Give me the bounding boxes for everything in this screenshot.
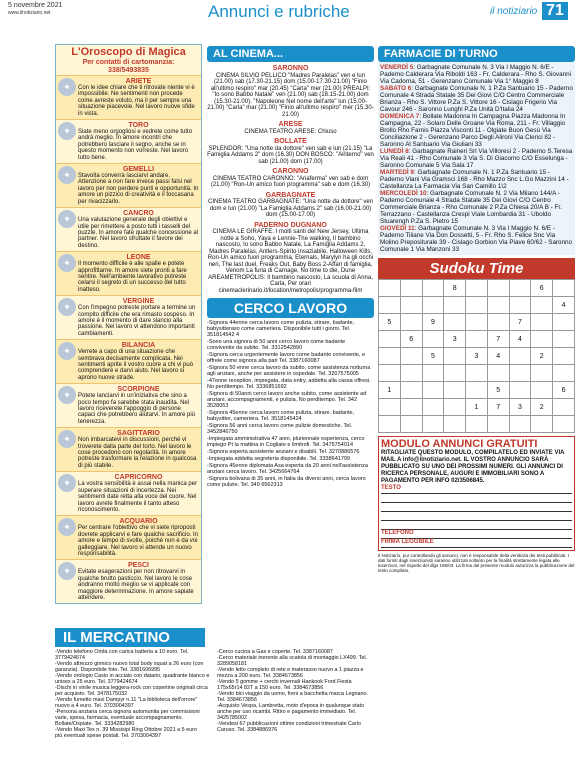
work-item: -Impiegata addetta segreteria disponibile. Tel. 3338641799 — [207, 456, 350, 462]
sign-text: Potete lanciarvi in un'iniziativa che sino a poco tempo fa sarebbe stata inaudita. Nel lavoro riceverete l'appoggio di persone capaci che potrebbero aiutarvi. In amore più tenerezza. — [78, 393, 196, 425]
sudoku-cell[interactable] — [444, 399, 466, 416]
sign-text: Non imbarcatevi in discussioni, perché vi troverete dalla parte del torto. Nel lavoro le cose procedono con regolarità. In amore potreste trasformare la relazione in qualcosa di più stabile. — [78, 437, 197, 469]
cinema-town: PADERNO DUGNANO — [254, 221, 327, 229]
sudoku-cell[interactable] — [553, 314, 575, 331]
market-item: -Vendo attrezzo ginnico nuovo total body squat a 26 euro (con garanzia). Disponibile foto. Tel. 3381606995 — [55, 661, 204, 673]
pharmacy-day-label: LUNEDÌ 8 — [380, 148, 409, 155]
market-item: -Vendo orologio Casio in acciaio con datario, quadrante bianco e unisex a 25 euro. Tel. 3779424674 — [55, 673, 210, 685]
sudoku-cell[interactable] — [509, 416, 531, 433]
sudoku-grid — [378, 279, 575, 433]
market-list — [55, 649, 375, 739]
pharmacy-day-text: Garbagnate Comunale N. 1 P.Za Santuario 15 - Paderno Viani Via Gramsci 168 - Rho Mazzo Snc L.Go Mazzini 14 - Castellanza La Farmacia Via San Camillo 1\2 — [380, 169, 569, 190]
sign-entry — [56, 75, 201, 119]
sudoku-cell[interactable]: 6 — [400, 331, 422, 348]
cinema-text: CINEMA TEATRO ARESE: Chiuso — [244, 128, 337, 135]
sudoku-cell[interactable] — [466, 280, 488, 297]
sudoku-cell[interactable] — [509, 348, 531, 365]
cinema-text: SPLENDOR: "Una notte da dottore" ven sab e lun (21.15) "La Famiglia Addams 2" dom (16.30) DON BOSCO: "Ainterno" ven sab (21.00) dom (17.00) — [207, 145, 374, 165]
pharmacy-day-label: VENERDÌ 5 — [380, 64, 414, 71]
sudoku-cell[interactable] — [487, 416, 509, 433]
page-number: 71 — [542, 2, 568, 20]
pharmacy-day-text: Bollate Madonna In Campagna Piazza Madonna In Campagna, 22 - Solaro Delle Groane Via Roma, 211 - Fr. Villaggio Brollo Rho Farnis Piazza Visconti 11 - Olgiate Buon Gesù Via Conciliazione 2 - Gerenzano Parco Degli Alironi Via Clerici 82 - Saronno Al Santuario Via Giuliani 33 — [380, 113, 566, 148]
cinema-town: GARBAGNATE — [265, 191, 316, 199]
ad-form — [378, 436, 575, 551]
work-item: -Signora 44enne cerca lavoro come pulizia, stirare, badante, babysitteraso come cameriera. Disponibile tutti i giorni. Tel. 351814542 4 — [207, 320, 355, 338]
sudoku-cell[interactable] — [444, 297, 466, 314]
sudoku-cell[interactable] — [422, 280, 444, 297]
pharmacy-day-label: SABATO 6 — [380, 85, 412, 92]
cinema-town: CARONNO — [272, 168, 309, 175]
market-item: -Vendo fumetto maxi Dampyr n.11 "La biblioteca dell'orrore" nuovo a 4 euro. Tel. 3703004397 — [55, 697, 198, 709]
work-item: -Signora cerca urgentemente lavoro come badante convivente, e offrele come signora alla pari Tel. 3387160087 — [207, 352, 366, 364]
sign-text: La vostra sensibilità è assai nella manica per superare situazioni di incertezza. Nei sentimenti date retta alla voce del cuore. Nel lavoro avrete finalmente il tanto atteso riconoscimento. — [78, 481, 198, 513]
issue-date: 5 novembre 2021 — [8, 2, 63, 9]
sign-name: VERGINE — [122, 298, 155, 306]
zodiac-icon: ✦ — [58, 122, 76, 140]
zodiac-icon: ✦ — [58, 518, 76, 536]
sudoku-cell[interactable] — [553, 280, 575, 297]
pharmacy-day: MERCOLEDÌ 10: Garbagnate Comunale N. 2 Via Milano 144/A - Paderno Comunale 4 Strada Statale 35 Dei Giovi C/O Centro Commerciale Brianza - Rho Comunale 2 P.Za Chiesa 20/A B - Fr. Terrazzano - Castellanza Crespi Viale Lombardia 31 - Uboldo Stuarengh P.Za S. Pietro 15 — [380, 190, 562, 225]
form-line[interactable] — [381, 512, 572, 521]
sudoku-cell[interactable] — [400, 314, 422, 331]
sudoku-cell[interactable] — [553, 365, 575, 382]
sudoku-cell[interactable] — [531, 314, 553, 331]
cinema-entry — [207, 66, 374, 118]
market-item: -Dischi in vinile musica leggera-rock con copertine originali circa per acquisto. Tel. 3478175032 — [55, 685, 208, 697]
sign-entry — [56, 163, 201, 207]
sudoku-cell[interactable] — [400, 399, 422, 416]
section-title: Annunci e rubriche — [208, 2, 350, 21]
pharmacy-day: SABATO 6: Garbagnate Comunale N. 1 P.Za Santuario 15 - Paderno Comunale 4 Strada Statale 35 Dei Giovi C/O Centro Commerciale Brianza - Rho S. Vittore P.Za S. Vittore 16 - Cislago Frigerio Via Cavour 246 - Saronno Lunghi P.Za Unità D'Italia 24 — [380, 85, 573, 113]
sign-entry — [56, 295, 201, 339]
sudoku-cell[interactable] — [400, 297, 422, 314]
sign-name: SAGITTARIO — [117, 430, 160, 438]
horoscope-column — [55, 44, 202, 604]
form-instructions: RITAGLIATE QUESTO MODULO, COMPILATELO ED INVIATE VIA MAIL A info@ilnotiziario.net. IL VOSTRO ANNUNCIO SARÀ PUBBLICATO SU UNO DEI PROSSIMI NUMERI. GLI ANNUNCI DI RICERCA PERSONALE, AUGURI E IMMOBILIARI SONO A PAGAMENTO PER INFO 02/3506845. — [381, 450, 565, 484]
cinema-column — [207, 46, 374, 489]
sign-text: Evitate esagerazioni per non ritrovarvi in qualche brutto pasticcio. Nel lavoro le cose andranno molto meglio se vi applicate con maggiore determinazione. In amore sapiate attendere. — [78, 569, 194, 601]
sign-entry — [56, 383, 201, 427]
market-item: -Vendo letto completo di rete e materasso nuovo a 1 piazza e mezza a 200 euro. Tel. 3384673856 — [217, 667, 364, 679]
sudoku-cell[interactable]: 3 — [444, 331, 466, 348]
page-header — [0, 0, 580, 44]
sudoku-cell[interactable] — [553, 348, 575, 365]
market-item: -Vendo telefono Orida con carica batteria a 10 euro. Tel. 3779424674 — [55, 649, 189, 661]
zodiac-icon: ✦ — [58, 562, 76, 580]
sudoku-cell[interactable]: 4 — [487, 348, 509, 365]
sudoku-cell[interactable] — [531, 382, 553, 399]
pharmacy-day-text: Garbagnate Comunale N. 1 P.Za Santuario 15 - Paderno Comunale 4 Strada Statale 35 Dei Giovi C/O Centro Commerciale Brianza - Rho S. Vittore P.Za S. Vittore 16 - Cislago Frigerio Via Cavour 246 - Saronno Lunghi P.Za Unità D'Italia 24 — [380, 85, 573, 113]
market-item: -Vendo bici viaggio da uomo, freni a bacchetta marca Legnano. Tel. 3384673856 — [217, 691, 369, 703]
sign-name: BILANCIA — [121, 342, 156, 350]
sudoku-title: Sudoku Time — [378, 258, 575, 279]
sudoku-cell[interactable] — [553, 416, 575, 433]
zodiac-icon: ✦ — [58, 166, 76, 184]
sudoku-cell[interactable] — [444, 348, 466, 365]
sudoku-cell[interactable] — [509, 280, 531, 297]
sudoku-cell[interactable] — [422, 297, 444, 314]
sudoku-cell[interactable] — [379, 365, 401, 382]
pharmacy-list — [378, 62, 575, 255]
sign-entry — [56, 515, 201, 559]
sign-entry — [56, 339, 201, 383]
sudoku-cell[interactable] — [422, 365, 444, 382]
sudoku-cell[interactable]: 1 — [379, 382, 401, 399]
work-list — [207, 320, 374, 488]
cinema-town: ARESE — [278, 121, 303, 128]
form-title: MODULO ANNUNCI GRATUITI — [381, 438, 538, 450]
sudoku-cell[interactable]: 8 — [444, 280, 466, 297]
sudoku-cell[interactable] — [553, 399, 575, 416]
sudoku-cell[interactable]: 5 — [487, 382, 509, 399]
sudoku-cell[interactable] — [531, 416, 553, 433]
sudoku-cell[interactable] — [466, 314, 488, 331]
pharmacy-header: FARMACIE DI TURNO — [378, 46, 575, 62]
market-item: -Vendo 5 gomme + cerchi invernali Hankook Ford Fiesta 175x65r14 82T a 150 euro. Tel. 3384673856 — [217, 679, 352, 691]
market-item: -Cerco materiale inerente alla scatola di montaggio LX499. Tel. 3289058181 — [217, 655, 368, 667]
market-item: -Acquisto Vespa, Lambretta, moto d'epoca in qualunque stato anche per uso ricambi. Ritiro e pagamento immediato. Tel. 3425785002 — [217, 703, 364, 721]
sign-text: Verrete a capo di una situazione che sembrava decisamente complicata. Nei sentimenti aprite il vostro cuore a chi vi può comprendere e darvi aiuto. Nel lavoro si aprono nuove strade. — [78, 349, 194, 381]
sign-name: ACQUARIO — [119, 518, 158, 526]
sudoku-cell[interactable] — [466, 297, 488, 314]
sign-text: Con l'impegno potreste portare a termine un compito difficile che era rimasto sospeso. In amore è il momento di dare slancio alla passione. Nel lavoro vi attendono importanti cambiamenti. — [78, 305, 196, 337]
sign-name: GEMELLI — [122, 166, 155, 174]
work-item: -Signora 50 enne cerca lavoro da subito, come assistenza notturna agli anziani, anche per assistere in ospedale. Tel. 3207575005 — [207, 365, 371, 377]
sudoku-cell[interactable]: 5 — [422, 348, 444, 365]
sudoku-cell[interactable] — [444, 382, 466, 399]
work-item: -47enne reception, impiegata, data entry, addetta alla cassa offresi. No perditempo. Tel. 3336851692 — [207, 378, 371, 390]
form-text-label: TESTO — [381, 485, 572, 494]
cinema-entry — [207, 223, 374, 295]
sign-name: PESCI — [127, 562, 149, 570]
sudoku-cell[interactable] — [466, 365, 488, 382]
cinema-text: CINEMA SILVIO PELLICO "Madres Paralelas" ven e lun (21.00) sab (17.30-21.15) dom (15.00-17.30-21.00) "Finio all'ultimo respiro" mar (20.45) "Carla" mer (21.00) PREALPI: "Io sono Babbo Natale" ven (21.00) sab (18.15-21.00) dom (15.30-21.00). "Napoleone Nel nome dell'arte" lun (15.00-21.00) "Carla" mar (21.00) "Finio all'ultimo respiro" mer (15.30-21.00) — [207, 72, 374, 118]
sudoku-cell[interactable] — [466, 416, 488, 433]
zodiac-icon: ✦ — [58, 254, 76, 272]
pharmacy-day-text: Garbagnate Comunale N. 3 Via I Maggio N. 6/E - Paderno Calderara Via Riboldi 163 - Fr. Calderara - Rho S. Giovanni Via Cadorna, 51 - Gerenzano Comunale Via 1° Maggio 8 — [380, 64, 571, 85]
sign-name: SCORPIONE — [117, 386, 160, 394]
sudoku-cell[interactable]: 2 — [531, 399, 553, 416]
sudoku-cell[interactable] — [466, 331, 488, 348]
sudoku-cell[interactable] — [553, 331, 575, 348]
sudoku-cell[interactable] — [422, 399, 444, 416]
sign-name: TORO — [128, 122, 149, 130]
sign-entry — [56, 427, 201, 471]
horoscope-box — [55, 44, 202, 604]
cinema-entry — [207, 193, 374, 219]
sudoku-cell[interactable]: 6 — [531, 280, 553, 297]
market-item: -Vendesi 67 pubblicazioni ottime condizioni trimestrale Carlo Caruso. Tel. 3384886976 — [217, 721, 361, 733]
sudoku-cell[interactable] — [379, 348, 401, 365]
sudoku-cell[interactable] — [422, 416, 444, 433]
sudoku-cell[interactable]: 3 — [509, 399, 531, 416]
cinema-entry — [207, 139, 374, 165]
zodiac-icon: ✦ — [58, 298, 76, 316]
work-item: -Signora 45enne cerca lavoro come pulizia, stirare, badante, babysitter, cameriera. Tel. 3518145424 — [207, 410, 355, 422]
sudoku-cell[interactable] — [509, 382, 531, 399]
sign-text: Il momento difficile è alle spalle e potete approfittarne. In amore siete pronti a fare sentire. Nell'ambiente lavorativo potreste celarsi il segreto di un successo del tutto inatteso. — [78, 261, 187, 293]
sudoku-cell[interactable] — [531, 331, 553, 348]
sign-name: LEONE — [126, 254, 151, 262]
sign-text: Siate meno orgogliosi e vedrete come tutto andrà meglio. In amore incontri che potrebbero lasciare il segno, anche se in questo momento non vorreste. Nel lavoro tutto bene. — [78, 129, 193, 161]
pharmacy-day-text: Garbagnate Comunale N. 3 Via I Maggio N. 6/E - Paderno Tiliane Via Don Dossetti, 5 - Fr. Rho S. Felice Snc Via Molino Prepositurale 39 - Cislago Gorbion Via Piave 60/62 - Saronno Comunale 1 Via Manzoni 33 — [380, 225, 573, 253]
work-item: -Sono una signora di 50 anni cerco lavoro come badante conviventie da subito. Tel. 3312542890 — [207, 339, 346, 351]
zodiac-icon: ✦ — [58, 386, 76, 404]
signs-list — [56, 75, 201, 603]
cinema-entry — [207, 169, 374, 189]
cinema-entry — [207, 122, 374, 135]
pharmacy-day: MARTEDÌ 9: Garbagnate Comunale N. 1 P.Za Santuario 15 - Paderno Viani Via Gramsci 168 - Rho Mazzo Snc L.Go Mazzini 14 - Castellanza La Farmacia Via San Camillo 1\2 — [380, 169, 569, 190]
sudoku-cell[interactable] — [444, 314, 466, 331]
work-item: -Signora 56 anni cerca lavoro come pulizie domestiche. Tel. 3452846750 — [207, 423, 353, 435]
sudoku-cell[interactable] — [400, 365, 422, 382]
work-item: -Signora esperta assistente anziani e disabili. Tel. 3270886576 — [207, 449, 360, 455]
pharmacy-day: DOMENICA 7: Bollate Madonna In Campagna Piazza Madonna In Campagna, 22 - Solaro Delle Groane Via Roma, 211 - Fr. Villaggio Brollo Rho Farnis Piazza Visconti 11 - Olgiate Buon Gesù Via Conciliazione 2 - Gerenzano Parco Degli Alironi Via Clerici 82 - Saronno Al Santuario Via Giuliani 33 — [380, 113, 566, 148]
sudoku-cell[interactable]: 9 — [422, 314, 444, 331]
sudoku-cell[interactable] — [379, 297, 401, 314]
sudoku-cell[interactable] — [379, 416, 401, 433]
sudoku-cell[interactable] — [509, 297, 531, 314]
work-header: CERCO LAVORO — [207, 298, 374, 318]
sudoku-cell[interactable]: 7 — [509, 314, 531, 331]
horoscope-contact-label: Per contatti di cartomanzia: — [82, 59, 175, 66]
sign-text: Stavolta converrà lasciarvi andare. Attenzione a non fare invece passi falsi nel lavoro per non perdere punti e opportunità. In amore un pizzico di creatività e il toccasana per rivacizzarlo. — [78, 173, 199, 205]
market-item: -Cerco cucina a Gas e coperte. Tel. 3387160087 — [217, 649, 333, 655]
market-item: -Vendo Maxi Tex n. 39 Missisipi Ring Ottobre 2021 a 5 euro — [55, 727, 197, 733]
market-item: -Persona anziana cerca signora automunita per commissioni varie, spesa, farmacia, eventuale accompagnamento. Bollate/Ospiate. Tel. 3334282980 — [55, 709, 200, 727]
disclaimer: Il Notiziario, pur controllando gli annunci, non è responsabile della veridicità dei testi pubblicati. I dati forniti dagli inserzionisti saranno utilizzati soltanto per la finalità strettamente legata alle inserzioni, nel rispetto del dlgs 196/03. La firma del presente modulo autorizza la pubblicazione del testo compilato. — [378, 553, 575, 573]
sudoku-cell[interactable] — [379, 280, 401, 297]
form-line[interactable] — [381, 503, 572, 512]
work-item: -Signora bolivana di 35 anni, in Italia da diversi anni, cerca lavoro come pulizie. Tel. 349 6562313 — [207, 476, 366, 488]
pharmacy-day: GIOVEDÌ 11: Garbagnate Comunale N. 3 Via I Maggio N. 6/E - Paderno Tiliane Via Don Dossetti, 5 - Fr. Rho S. Felice Snc Via Molino Prepositurale 39 - Cislago Gorbion Via Piave 60/62 - Saronno Comunale 1 Via Manzoni 33 — [380, 225, 573, 253]
sudoku-cell[interactable]: 7 — [487, 331, 509, 348]
market-header: IL MERCATINO — [55, 628, 205, 647]
sudoku-cell[interactable] — [487, 365, 509, 382]
pharmacy-day-label: MARTEDÌ 9 — [380, 169, 414, 176]
zodiac-icon: ✦ — [58, 342, 76, 360]
brand-logo: il notiziario — [490, 6, 538, 17]
sudoku-cell[interactable] — [379, 331, 401, 348]
horoscope-phone: 338/5493835 — [108, 67, 149, 74]
market-section — [55, 628, 375, 739]
sudoku-cell[interactable] — [531, 297, 553, 314]
form-line[interactable] — [381, 521, 572, 530]
sudoku-cell[interactable]: 6 — [553, 382, 575, 399]
sign-text: Per centrare l'obiettivo che vi siete riproposti dovrete applicarvi e fare qualche sacrificio. In amore e tempo di svolte, poiché non è da voi galleggiare. Nel lavoro vi attende un nuovo responsabilità. — [78, 525, 199, 557]
work-item: -Signora di 50anni cerco lavoro anche subito, come assistente ad anziani, accompagnamenti, e pulizia. No perditempo. Tel. 342 3528053 — [207, 391, 367, 409]
cinema-header: AL CINEMA... — [207, 46, 374, 62]
sudoku-cell[interactable]: 5 — [379, 314, 401, 331]
pharmacy-day-text: Garbagnate Raineri Srl Via Villoresi 2 - Paderno S.Teresa Via Reali 41 - Rho Comunale 3 Via S. Di Giacomo C/O Esselunga - Saronno Comunale 5 Via Sala 17 — [380, 148, 573, 169]
sudoku-cell[interactable]: 2 — [531, 348, 553, 365]
sudoku-cell[interactable] — [444, 416, 466, 433]
sign-name: CAPRICORNO — [114, 474, 163, 482]
pharmacy-day-label: DOMENICA 7 — [380, 113, 420, 120]
cinema-text: CINEMA TEATRO GARBAGNATE: "Una notte da dottore" ven dom e lun (21.00) "La Famiglia Addams 2" sab (16.00-21.00) dom (15.00-17.00) — [208, 199, 373, 218]
sudoku-cell[interactable] — [400, 416, 422, 433]
sudoku-cell[interactable] — [444, 365, 466, 382]
form-line[interactable] — [381, 494, 572, 503]
zodiac-icon: ✦ — [58, 430, 76, 448]
sign-entry — [56, 119, 201, 163]
sign-text: Una valutazione generale degli obiettivi e utile per rimettere a posto tutti i tasselli del puzzle. In amore fate qualche concessione al partner. Nel lavoro sfruttate il favore dei destino. — [78, 217, 199, 249]
sudoku-cell[interactable] — [487, 280, 509, 297]
horoscope-title: L'Oroscopo di Magica — [71, 46, 186, 58]
sign-name: CANCRO — [123, 210, 154, 218]
sudoku-cell[interactable] — [466, 382, 488, 399]
sudoku-cell[interactable]: 4 — [509, 331, 531, 348]
sign-entry — [56, 207, 201, 251]
sign-text: Con le idee chiare che ti ritrovate niente vi è impossibile. Ne sentimenti non procede come avreste voluto, ma il per sempre una situazione piacevole. Nel lavoro nuove sfide in vista. — [78, 85, 195, 117]
sudoku-cell[interactable] — [422, 331, 444, 348]
pharmacy-day-text: Garbagnate Comunale N. 2 Via Milano 144/A - Paderno Comunale 4 Strada Statale 35 Dei Giovi C/O Centro Commerciale Brianza - Rho Comunale 2 P.Za Chiesa 20/A B - Fr. Terrazzano - Castellanza Crespi Viale Lombardia 31 - Uboldo Stuarengh P.Za S. Pietro 15 — [380, 190, 562, 225]
sudoku-cell[interactable]: 4 — [553, 297, 575, 314]
pharmacy-column — [378, 46, 575, 573]
zodiac-icon: ✦ — [58, 78, 76, 96]
pharmacy-day: VENERDÌ 5: Garbagnate Comunale N. 3 Via I Maggio N. 6/E - Paderno Calderara Via Riboldi 163 - Fr. Calderara - Rho S. Giovanni Via Cadorna, 51 - Gerenzano Comunale Via 1° Maggio 8 — [380, 64, 571, 85]
sudoku-cell[interactable]: 1 — [466, 399, 488, 416]
sudoku-cell[interactable] — [379, 399, 401, 416]
sign-entry — [56, 559, 201, 603]
sudoku-cell[interactable] — [487, 297, 509, 314]
work-item: -Impiegata amministrativa 47 anni, pluriennale esperienza, cerco impiego Pt la mattina in Cogliate e limitrofi. Tel. 3475754014 — [207, 436, 365, 448]
market-item: più eventuali spese postali. Tel. 3703004397 — [55, 733, 161, 739]
sudoku-cell[interactable] — [400, 280, 422, 297]
sign-entry — [56, 471, 201, 515]
website: www.ilnotiziario.net — [8, 10, 51, 16]
sudoku-cell[interactable] — [509, 365, 531, 382]
cinema-town: BOLLATE — [274, 138, 307, 145]
sudoku-cell[interactable]: 7 — [487, 399, 509, 416]
sudoku-cell[interactable] — [400, 382, 422, 399]
sign-entry — [56, 251, 201, 295]
cinema-text: CINEMA TEATRO CARONNO: "Ariaferma" ven sab e dom (21.00) "Ron-Un amico fuori programma" sab e dom (16.30) — [210, 175, 371, 188]
form-signature-label[interactable]: FIRMA LEGGIBILE — [381, 539, 572, 548]
work-item: -Signora 45enne diplomata Asa esperta da 20 anni nell'assistenza anziani cerca lavoro. Tel. 3425664764 — [207, 463, 368, 475]
zodiac-icon: ✦ — [58, 474, 76, 492]
pharmacy-day-label: GIOVEDÌ 11 — [380, 225, 415, 232]
cinema-town: SARONNO — [272, 65, 309, 72]
form-phone-label[interactable]: TELEFONO — [381, 530, 572, 539]
sign-name: ARIETE — [125, 78, 152, 85]
sudoku-cell[interactable] — [531, 365, 553, 382]
sudoku-cell[interactable] — [422, 382, 444, 399]
cinema-list — [207, 66, 374, 294]
pharmacy-day: LUNEDÌ 8: Garbagnate Raineri Srl Via Villoresi 2 - Paderno S.Teresa Via Reali 41 - Rho Comunale 3 Via S. Di Giacomo C/O Esselunga - Saronno Comunale 5 Via Sala 17 — [380, 148, 573, 169]
cinema-text: CINEMA LE GIRAFFE: I molti santi del New Jersey, Ultima notte a Soho, Yaya e Lennie-The walking, Il bambino nascosto, Io sono Babbo Natale, La Famiglia Addams 2, Madres Paralelas, Antlers-Spirito insaziabile, Halloween Kills, Ron-Un amico fuori programma, Eternals, Marylyn ha gli occhi neri, The last duel, Freaks Out, Baby Boss 2-Affari di famiglia, Venom La furia di Carnage, No time to die, Dune AREAMETROPOLIS: Il bambino nascosto, La scuola di Anna, Carla, Per orari cinemaclerinario.it/location/metropolis/programma-film — [207, 229, 374, 294]
sudoku-cell[interactable] — [400, 348, 422, 365]
pharmacy-day-label: MERCOLEDÌ 10 — [380, 190, 427, 197]
zodiac-icon: ✦ — [58, 210, 76, 228]
sudoku-cell[interactable] — [487, 314, 509, 331]
sudoku-cell[interactable]: 3 — [466, 348, 488, 365]
